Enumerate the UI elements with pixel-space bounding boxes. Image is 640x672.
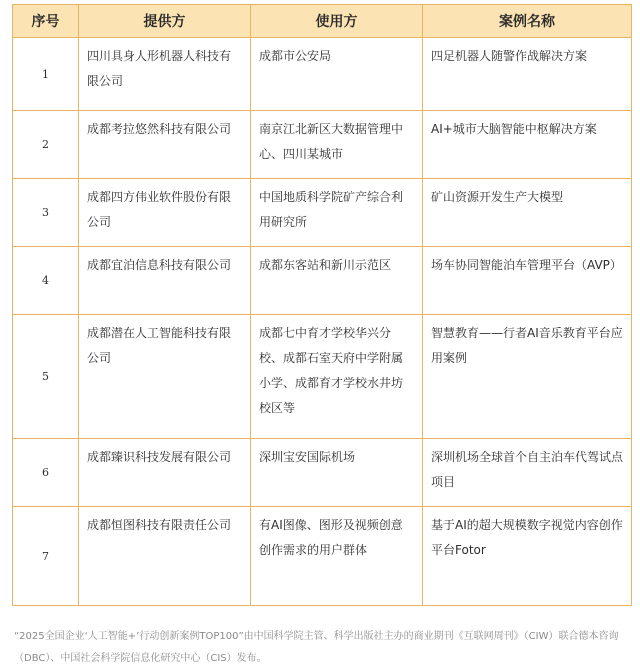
source-footnote: “2025全国企业‘人工智能+’行动创新案例TOP100”由中国科学院主管、科学出版社主办的商业期刊《互联网周刊》（CIW）联合德本咨询（DBC）、中国社会科学院信息化研究中心（CIS）发布。: [14, 631, 619, 664]
row-index: 1: [13, 38, 79, 111]
row-case-name: 智慧教育——行者AI音乐教育平台应用案例: [423, 315, 632, 439]
row-user: 成都东客站和新川示范区: [251, 247, 423, 315]
row-case-name: 基于AI的超大规模数字视觉内容创作平台Fotor: [423, 507, 632, 606]
row-index: 2: [13, 111, 79, 179]
row-case-name: 四足机器人随警作战解决方案: [423, 38, 632, 111]
table-row: [13, 247, 632, 315]
table-header-row: [13, 5, 632, 38]
row-index: 5: [13, 315, 79, 439]
row-provider: 成都考拉悠然科技有限公司: [79, 111, 251, 179]
table-row: [13, 507, 632, 606]
header-index: 序号: [13, 5, 79, 38]
row-index: 7: [13, 507, 79, 606]
row-case-name: 场车协同智能泊车管理平台（AVP）: [423, 247, 632, 315]
header-case-name: 案例名称: [423, 5, 632, 38]
row-user: 南京江北新区大数据管理中心、四川某城市: [251, 111, 423, 179]
row-user: 成都七中育才学校华兴分校、成都石室天府中学附属小学、成都育才学校水井坊校区等: [251, 315, 423, 439]
row-provider: 四川具身人形机器人科技有限公司: [79, 38, 251, 111]
table-row: [13, 179, 632, 247]
row-provider: 成都臻识科技发展有限公司: [79, 439, 251, 507]
header-provider: 提供方: [79, 5, 251, 38]
row-user: 中国地质科学院矿产综合利用研究所: [251, 179, 423, 247]
table-row: [13, 38, 632, 111]
row-provider: 成都四方伟业软件股份有限公司: [79, 179, 251, 247]
table-row: [13, 315, 632, 439]
case-table-container: [12, 4, 631, 606]
header-user: 使用方: [251, 5, 423, 38]
row-index: 3: [13, 179, 79, 247]
row-provider: 成都宜泊信息科技有限公司: [79, 247, 251, 315]
row-index: 4: [13, 247, 79, 315]
table-row: [13, 439, 632, 507]
row-provider: 成都恒图科技有限责任公司: [79, 507, 251, 606]
row-case-name: AI+城市大脑智能中枢解决方案: [423, 111, 632, 179]
row-user: 深圳宝安国际机场: [251, 439, 423, 507]
table-row: [13, 111, 632, 179]
case-table: [12, 4, 632, 606]
row-user: 成都市公安局: [251, 38, 423, 111]
row-provider: 成都潜在人工智能科技有限公司: [79, 315, 251, 439]
row-case-name: 矿山资源开发生产大模型: [423, 179, 632, 247]
row-index: 6: [13, 439, 79, 507]
row-case-name: 深圳机场全球首个自主泊车代驾试点项目: [423, 439, 632, 507]
row-user: 有AI图像、图形及视频创意创作需求的用户群体: [251, 507, 423, 606]
